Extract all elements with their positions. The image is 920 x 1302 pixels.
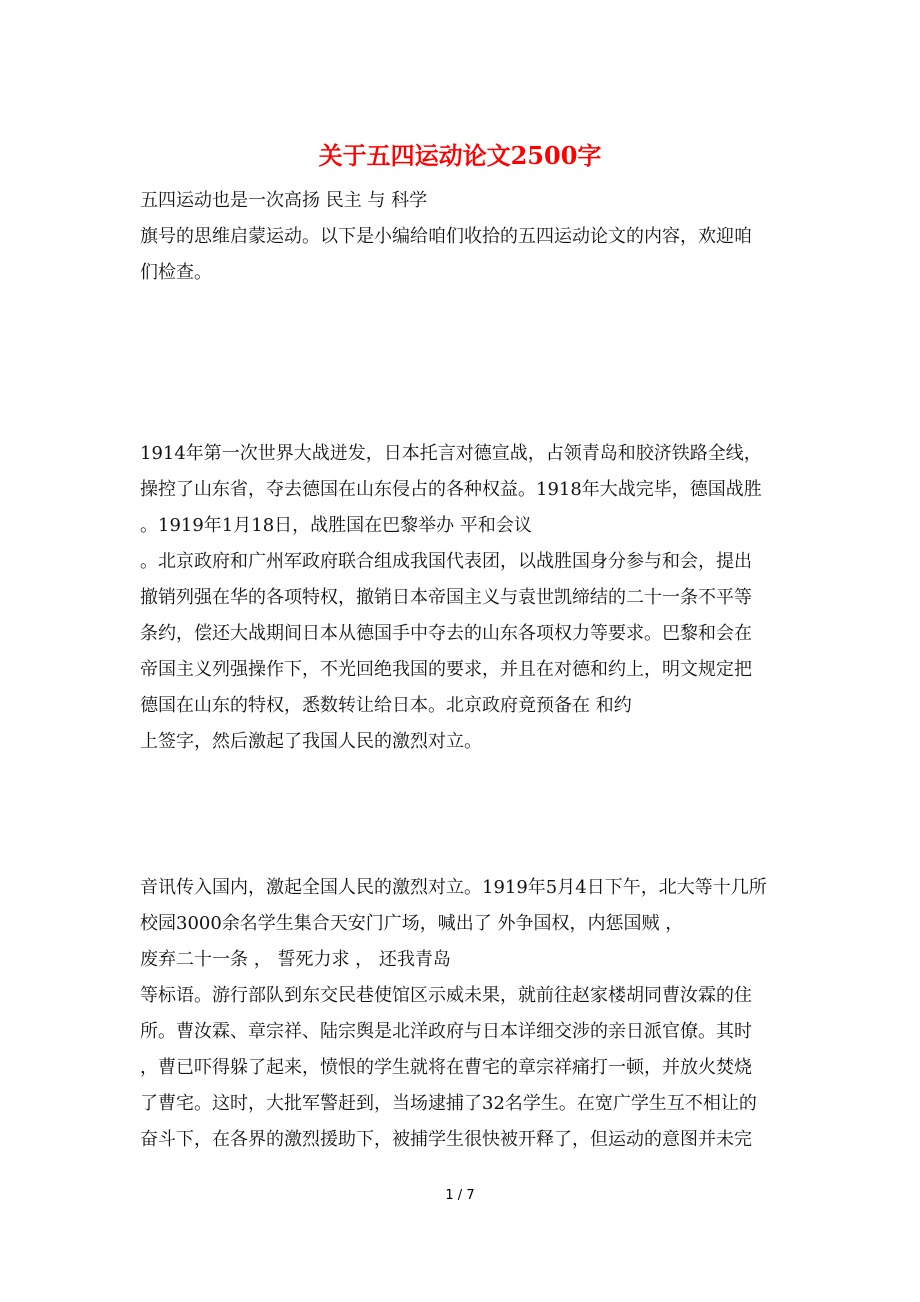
document-title: 关于五四运动论文2500字 bbox=[318, 141, 602, 170]
text-line: 操控了山东省，夺去德国在山东侵占的各种权益。1918年大战完毕，德国战胜 bbox=[140, 479, 762, 500]
text-line: 废弃二十一条 ， 誓死力求 ， 还我青岛 bbox=[140, 949, 451, 970]
text-line: 音讯传入国内，激起全国人民的激烈对立。1919年5月4日下午，北大等十几所 bbox=[140, 877, 767, 898]
text-line: 们检查。 bbox=[140, 262, 212, 283]
page-number: 1 / 7 bbox=[445, 1188, 475, 1203]
text-line: 了曹宅。这时，大批军警赶到，当场逮捕了32名学生。在宽广学生互不相让的 bbox=[140, 1093, 757, 1114]
text-line: 旗号的思维启蒙运动。以下是小编给咱们收拾的五四运动论文的内容，欢迎咱 bbox=[140, 226, 752, 247]
text-line: 。北京政府和广州军政府联合组成我国代表团，以战胜国身分参与和会，提出 bbox=[140, 551, 752, 572]
text-line: 撤销列强在华的各项特权，撤销日本帝国主义与袁世凯缔结的二十一条不平等 bbox=[140, 587, 752, 608]
text-line: 上签字，然后激起了我国人民的激烈对立。 bbox=[140, 731, 482, 752]
text-line: 五四运动也是一次高扬 民主 与 科学 bbox=[140, 190, 428, 211]
text-line: ，曹已吓得躲了起来，愤恨的学生就将在曹宅的章宗祥痛打一顿，并放火焚烧 bbox=[140, 1057, 752, 1078]
text-line: 帝国主义列强操作下，不光回绝我国的要求，并且在对德和约上，明文规定把 bbox=[140, 659, 752, 680]
text-line: 所。曹汝霖、章宗祥、陆宗舆是北洋政府与日本详细交涉的亲日派官僚。其时 bbox=[140, 1021, 752, 1042]
text-line: 奋斗下，在各界的激烈援助下，被捕学生很快被开释了，但运动的意图并未完 bbox=[140, 1129, 752, 1150]
text-line: 校园3000余名学生集合天安门广场，喊出了 外争国权，内惩国贼 ， bbox=[140, 913, 684, 934]
text-line: 德国在山东的特权，悉数转让给日本。北京政府竟预备在 和约 bbox=[140, 695, 632, 716]
text-line: 。1919年1月18日，战胜国在巴黎举办 平和会议 bbox=[140, 515, 532, 536]
text-line: 等标语。游行部队到东交民巷使馆区示威未果，就前往赵家楼胡同曹汝霖的住 bbox=[140, 985, 752, 1006]
text-line: 条约，偿还大战期间日本从德国手中夺去的山东各项权力等要求。巴黎和会在 bbox=[140, 623, 752, 644]
text-line: 1914年第一次世界大战迸发，日本托言对德宣战，占领青岛和胶济铁路全线， bbox=[140, 443, 762, 464]
